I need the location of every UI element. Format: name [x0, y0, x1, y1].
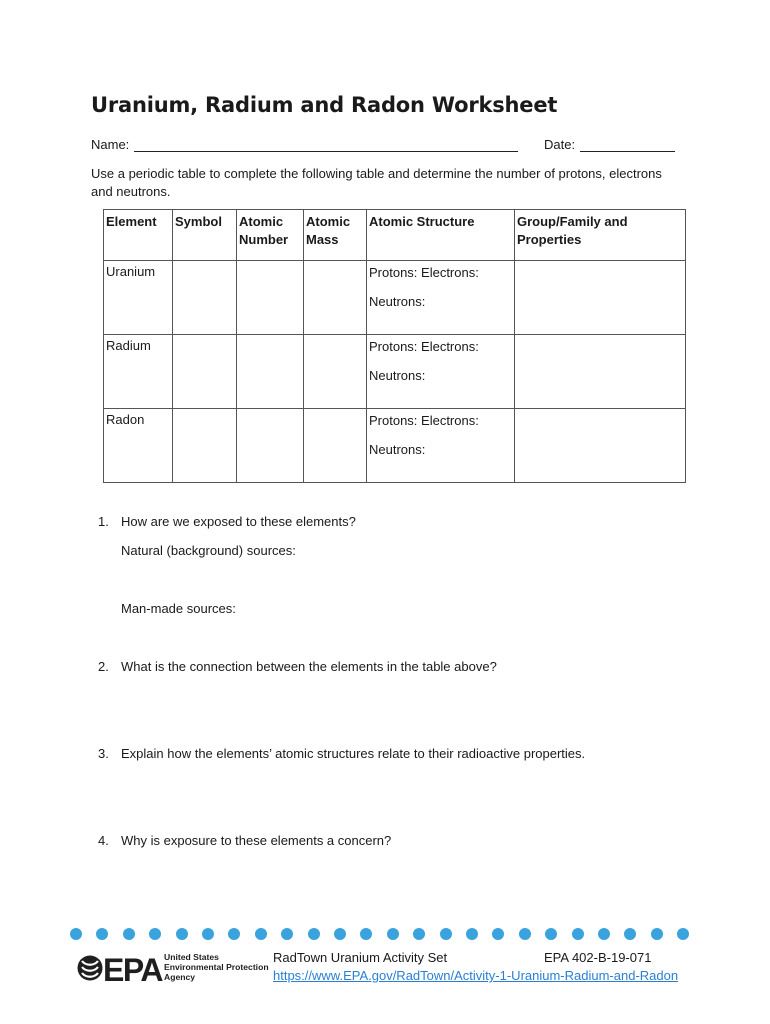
decorative-dot [228, 928, 240, 940]
table-row [104, 335, 686, 409]
symbol-cell[interactable] [173, 261, 237, 335]
decorative-dot [440, 928, 452, 940]
date-line [544, 137, 675, 152]
question-4 [98, 833, 391, 848]
table-row [104, 261, 686, 335]
table-header-row [104, 210, 686, 261]
element-table [103, 209, 686, 483]
decorative-dot [334, 928, 346, 940]
decorative-dot [519, 928, 531, 940]
epa-flower-icon [78, 956, 103, 981]
question-2 [98, 659, 497, 674]
date-blank[interactable] [580, 137, 675, 152]
man-made-sources-label: Man-made sources: [121, 601, 236, 616]
instructions: Use a periodic table to complete the following table and determine the number of protons, electrons and neutrons. [91, 166, 662, 199]
decorative-dot [281, 928, 293, 940]
atomic-number-cell[interactable] [237, 335, 304, 409]
document-number: EPA 402-B-19-071 [544, 950, 652, 965]
date-label: Date: [544, 137, 576, 152]
header-symbol: Symbol [173, 210, 237, 261]
atomic-mass-cell[interactable] [304, 261, 367, 335]
agency-line-1: United States [164, 952, 219, 962]
element-cell: Radon [104, 409, 173, 483]
header-atomic-number: Atomic Number [237, 210, 304, 261]
header-element: Element [104, 210, 173, 261]
group-family-cell[interactable] [515, 409, 686, 483]
decorative-dot-row [70, 928, 690, 942]
decorative-dot [651, 928, 663, 940]
symbol-cell[interactable] [173, 409, 237, 483]
neutrons-label: Neutrons: [369, 442, 426, 457]
neutrons-label: Neutrons: [369, 294, 426, 309]
atomic-structure-cell[interactable] [367, 261, 515, 335]
element-cell: Uranium [104, 261, 173, 335]
element-cell: Radium [104, 335, 173, 409]
atomic-structure-cell[interactable] [367, 409, 515, 483]
question-1 [98, 514, 356, 529]
decorative-dot [624, 928, 636, 940]
decorative-dot [572, 928, 584, 940]
decorative-dot [492, 928, 504, 940]
decorative-dot [545, 928, 557, 940]
question-number: 2. [98, 659, 109, 674]
question-number: 1. [98, 514, 109, 529]
name-line [91, 137, 518, 152]
protons-electrons-label: Protons: Electrons: [369, 339, 479, 354]
name-blank[interactable] [134, 137, 518, 152]
atomic-mass-cell[interactable] [304, 409, 367, 483]
header-atomic-structure: Atomic Structure [367, 210, 515, 261]
atomic-number-cell[interactable] [237, 409, 304, 483]
atomic-number-cell[interactable] [237, 261, 304, 335]
decorative-dot [70, 928, 82, 940]
group-family-cell[interactable] [515, 335, 686, 409]
activity-link[interactable]: https://www.EPA.gov/RadTown/Activity-1-Uranium-Radium-and-Radon [273, 968, 679, 983]
group-family-cell[interactable] [515, 261, 686, 335]
epa-logo-letters: EPA [103, 952, 162, 986]
name-label: Name: [91, 137, 130, 152]
header-atomic-mass: Atomic Mass [304, 210, 367, 261]
question-text: Why is exposure to these elements a concern? [121, 833, 392, 848]
decorative-dot [677, 928, 689, 940]
question-number: 4. [98, 833, 109, 848]
neutrons-label: Neutrons: [369, 368, 426, 383]
atomic-structure-cell[interactable] [367, 335, 515, 409]
decorative-dot [255, 928, 267, 940]
natural-sources-label: Natural (background) sources: [121, 543, 296, 558]
worksheet-title: Uranium, Radium and Radon Worksheet [91, 93, 558, 117]
decorative-dot [360, 928, 372, 940]
agency-line-2: Environmental Protection [164, 962, 269, 972]
symbol-cell[interactable] [173, 335, 237, 409]
question-3 [98, 746, 585, 761]
decorative-dot [308, 928, 320, 940]
decorative-dot [123, 928, 135, 940]
epa-logo [76, 950, 272, 986]
decorative-dot [176, 928, 188, 940]
decorative-dot [96, 928, 108, 940]
activity-set-label: RadTown Uranium Activity Set [273, 950, 448, 965]
question-number: 3. [98, 746, 109, 761]
atomic-mass-cell[interactable] [304, 335, 367, 409]
decorative-dot [202, 928, 214, 940]
question-text: Explain how the elements’ atomic structures relate to their radioactive properties. [121, 746, 586, 761]
table-row [104, 409, 686, 483]
decorative-dot [466, 928, 478, 940]
question-text: What is the connection between the elements in the table above? [121, 659, 497, 674]
decorative-dot [598, 928, 610, 940]
decorative-dot [149, 928, 161, 940]
decorative-dot [413, 928, 425, 940]
header-group-family: Group/Family and Properties [515, 210, 686, 261]
question-text: How are we exposed to these elements? [121, 514, 356, 529]
protons-electrons-label: Protons: Electrons: [369, 265, 479, 280]
decorative-dot [387, 928, 399, 940]
protons-electrons-label: Protons: Electrons: [369, 413, 479, 428]
agency-line-3: Agency [164, 972, 196, 982]
